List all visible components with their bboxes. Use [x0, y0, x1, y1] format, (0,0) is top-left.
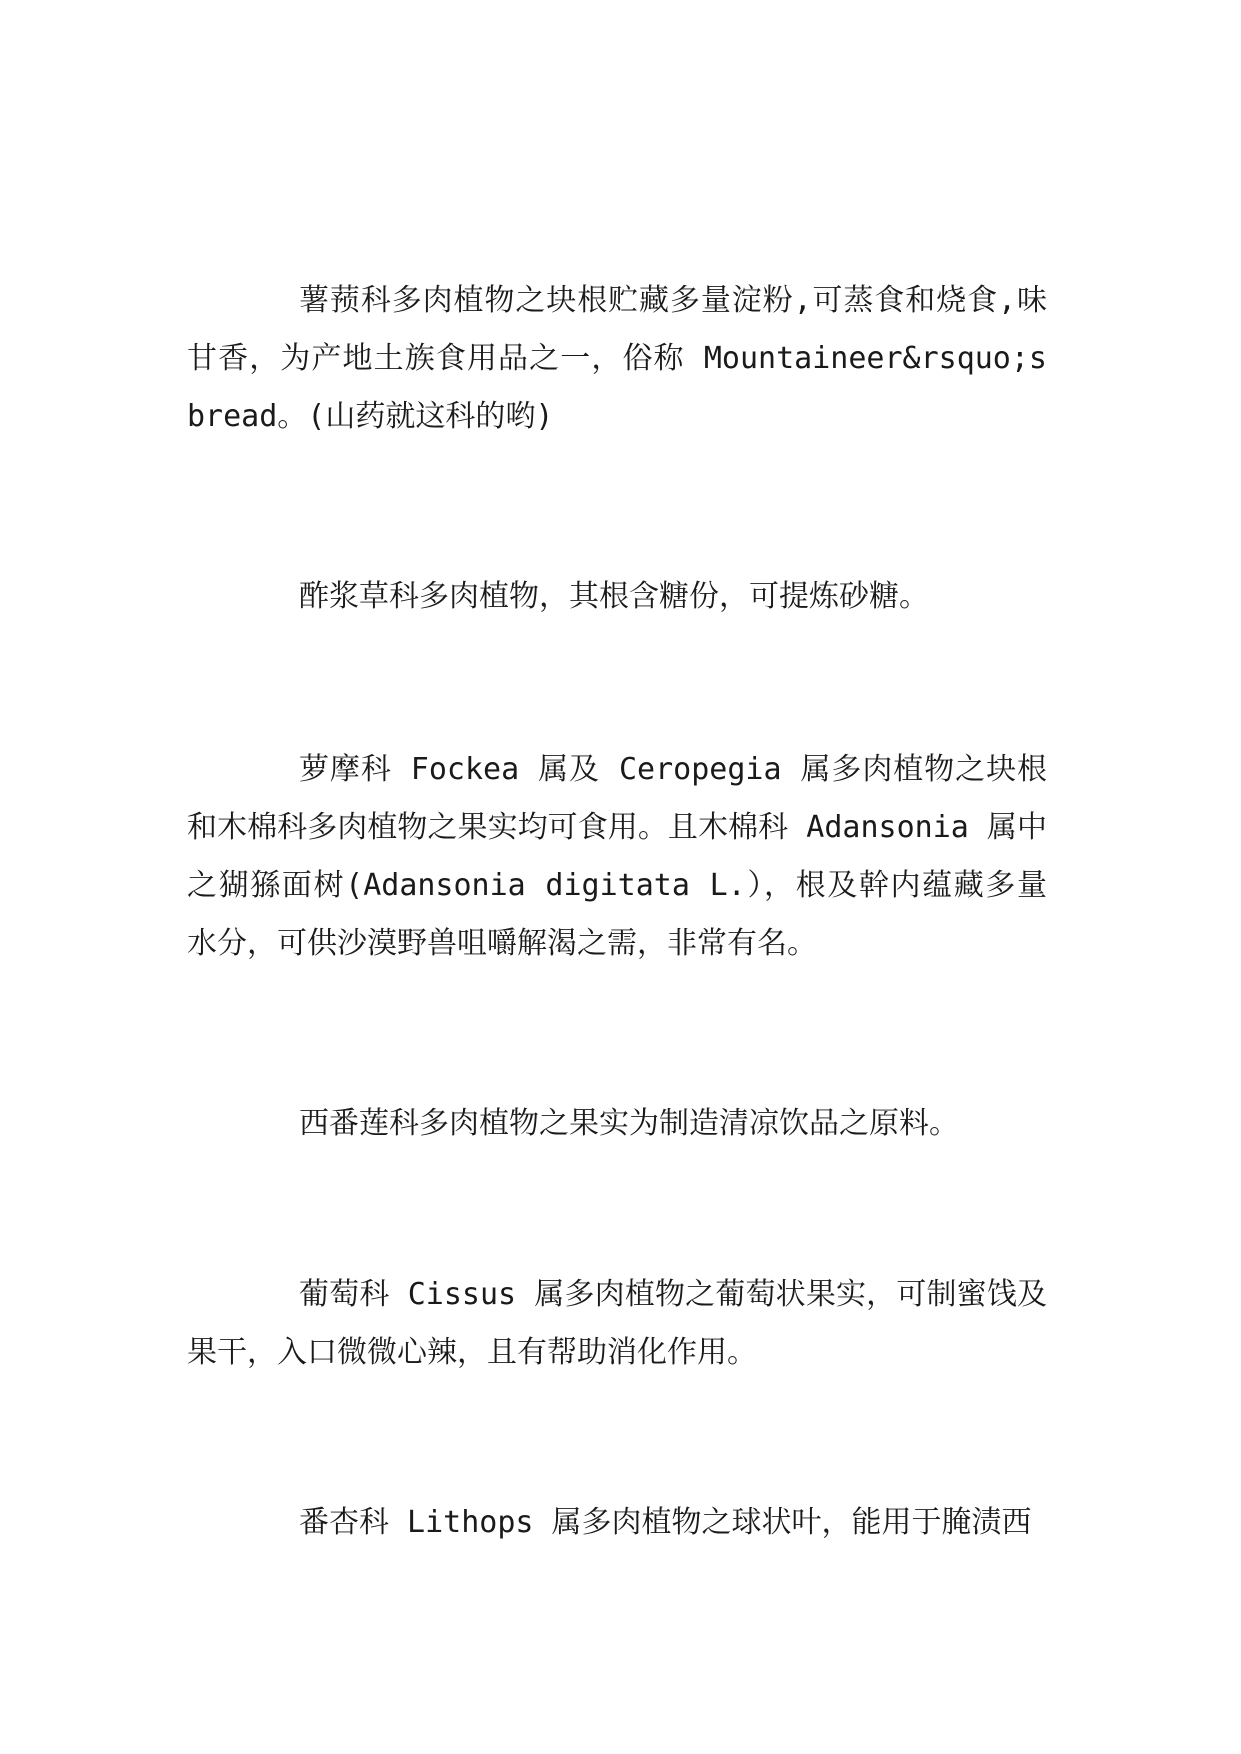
paragraph-asclepiadaceae: 萝摩科 Fockea 属及 Ceropegia 属多肉植物之块根和木棉科多肉植物之果实均可食用。且木棉科 Adansonia 属中之猢猻面树(Adansonia digitata L.），根及幹内蕴藏多量水分，可供沙漠野兽咀嚼解渴之需，非常有名。 [187, 752, 1047, 961]
paragraph-aizoaceae: 番杏科 Lithops 属多肉植物之球状叶，能用于腌渍西 [299, 1505, 1032, 1540]
paragraph-vitaceae: 葡萄科 Cissus 属多肉植物之葡萄状果实，可制蜜饯及果干，入口微微心辣，且有帮助消化作用。 [187, 1277, 1047, 1370]
paragraph-dioscoreaceae: 薯蓣科多肉植物之块根贮藏多量淀粉,可蒸食和烧食,味甘香，为产地土族食用品之一，俗称 Mountaineer&rsquo;s bread。(山药就这科的哟) [187, 283, 1047, 434]
paragraph-oxalidaceae: 酢浆草科多肉植物，其根含糖份，可提炼砂糖。 [299, 579, 929, 614]
paragraph-passifloraceae: 西番莲科多肉植物之果实为制造清凉饮品之原料。 [299, 1106, 959, 1141]
